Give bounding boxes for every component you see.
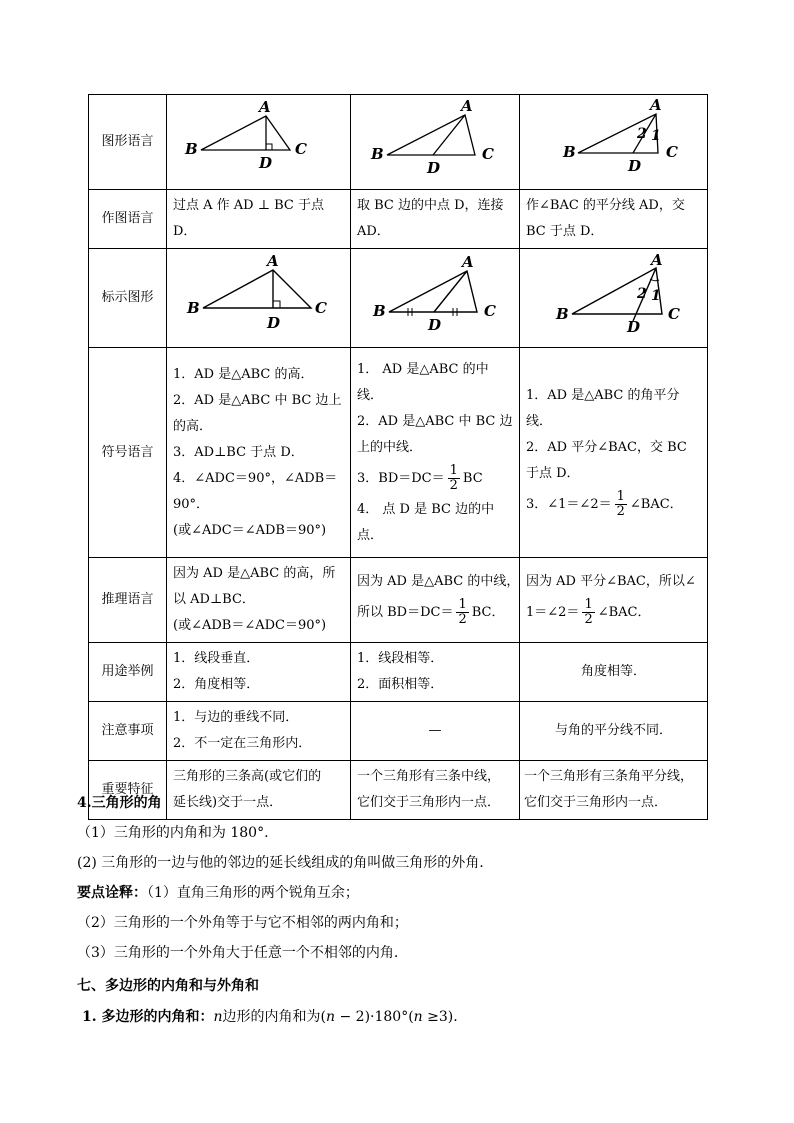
label-C: C — [295, 140, 307, 158]
construction-median: 取 BC 边的中点 D，连接 AD． — [351, 190, 520, 249]
label-B: B — [556, 305, 569, 323]
section7-heading: 七、多边形的内角和与外角和 — [77, 978, 259, 994]
usage-bisector: 角度相等． — [520, 643, 708, 702]
features-altitude: 三角形的三条高(或它们的 延长线)交于一点． — [167, 761, 351, 820]
marked-altitude — [167, 249, 351, 348]
label-D: D — [427, 159, 441, 176]
label-D: D — [628, 157, 642, 175]
label-C: C — [666, 143, 678, 161]
label-C: C — [482, 145, 494, 163]
symbolic-altitude: 1．AD 是△ABC 的高． 2．AD 是△ABC 中 BC 边上 的高． 3．AD⊥BC 于点 D． 4．∠ADC＝90°，∠ADB＝ 90°． (或∠ADC＝∠ADB＝90°) — [167, 348, 351, 558]
label-B: B — [187, 299, 200, 317]
figure-bisector — [520, 95, 708, 190]
label-A: A — [461, 98, 473, 115]
fraction-one-half: $\frac{1}{2}$ — [458, 597, 467, 627]
label-A: A — [259, 98, 271, 116]
label-B: B — [373, 302, 386, 320]
label-B: B — [563, 143, 576, 161]
label-A: A — [650, 98, 662, 114]
figure-altitude — [167, 95, 351, 190]
symbolic-bisector: 1．AD 是△ABC 的角平分 线． 2．AD 平分∠BAC，交 BC 于点 D． 3．∠1＝∠2＝ $\frac{1}{2}$ ∠BAC． — [520, 348, 708, 558]
label-A: A — [462, 253, 474, 271]
row-label-features: 重要特征 — [89, 761, 167, 820]
section4-line1: （1）三角形的内角和为 180°. — [77, 825, 269, 841]
label-A: A — [267, 252, 279, 270]
notes-altitude: 1．与边的垂线不同． 2．不一定在三角形内． — [167, 702, 351, 761]
key-points-label: 要点诠释： — [77, 885, 147, 901]
symbolic-median: 1． AD 是△ABC 的中 线． 2．AD 是△ABC 中 BC 边 上的中线． 3．BD＝DC＝ $\frac{1}{2}$ BC 4． 点 D 是 BC 边的中 点． — [351, 348, 520, 558]
row-label-usage: 用途举例 — [89, 643, 167, 702]
marked-bisector — [520, 249, 708, 348]
label-angle-1: 1 — [651, 128, 661, 144]
row-reasoning — [89, 558, 708, 643]
row-marked-figure — [89, 249, 708, 348]
label-angle-2: 2 — [637, 126, 647, 142]
section7-item1: 1. 多边形的内角和：n边形的内角和为(n − 2)·180°(n ≥3). — [82, 1009, 458, 1025]
row-label-marked-figure: 标示图形 — [89, 249, 167, 348]
median-triangle-diagram — [357, 98, 514, 176]
section4-line4: （2）三角形的一个外角等于与它不相邻的两内角和； — [77, 915, 408, 931]
figure-median — [351, 95, 520, 190]
fraction-one-half: $\frac{1}{2}$ — [616, 488, 625, 519]
reasoning-median: 因为 AD 是△ABC 的中线， 所以 BD＝DC＝ $\frac{1}{2}$ BC． — [351, 558, 520, 643]
row-label-notes: 注意事项 — [89, 702, 167, 761]
section4-heading: 4.三角形的角 — [77, 795, 162, 811]
label-C: C — [668, 305, 680, 323]
row-label-reasoning: 推理语言 — [89, 558, 167, 643]
row-figure — [89, 95, 708, 190]
row-notes — [89, 702, 708, 761]
reasoning-bisector: 因为 AD 平分∠BAC，所以∠ 1＝∠2＝ $\frac{1}{2}$ ∠BAC． — [520, 558, 708, 643]
label-A: A — [651, 252, 663, 269]
label-angle-2: 2 — [637, 286, 647, 302]
fraction-one-half: $\frac{1}{2}$ — [449, 462, 458, 493]
triangle-lines-table — [88, 94, 708, 820]
marked-median — [351, 249, 520, 348]
marked-bisector-diagram — [526, 252, 702, 334]
row-label-figure: 图形语言 — [89, 95, 167, 190]
label-C: C — [315, 299, 327, 317]
features-median: 一个三角形有三条中线， 它们交于三角形内一点． — [351, 761, 520, 820]
label-angle-1: 1 — [651, 288, 661, 304]
row-usage — [89, 643, 708, 702]
altitude-triangle-diagram — [173, 98, 345, 176]
label-D: D — [428, 316, 442, 334]
label-B: B — [185, 140, 198, 158]
usage-median: 1．线段相等． 2．面积相等． — [351, 643, 520, 702]
marked-altitude-diagram — [173, 252, 345, 334]
label-D: D — [627, 318, 641, 334]
construction-altitude: 过点 A 作 AD ⊥ BC 于点 D． — [167, 190, 351, 249]
row-symbolic — [89, 348, 708, 558]
marked-median-diagram — [357, 252, 514, 334]
row-construction — [89, 190, 708, 249]
label-D: D — [259, 154, 273, 172]
construction-bisector: 作∠BAC 的平分线 AD，交 BC 于点 D． — [520, 190, 708, 249]
label-C: C — [484, 302, 496, 320]
row-features — [89, 761, 708, 820]
label-D: D — [267, 314, 281, 332]
row-label-construction: 作图语言 — [89, 190, 167, 249]
label-B: B — [371, 145, 384, 163]
usage-altitude: 1．线段垂直． 2．角度相等． — [167, 643, 351, 702]
reasoning-altitude: 因为 AD 是△ABC 的高，所 以 AD⊥BC． (或∠ADB＝∠ADC＝90°) — [167, 558, 351, 643]
fraction-one-half: $\frac{1}{2}$ — [584, 597, 593, 627]
notes-median: — — [351, 702, 520, 761]
section4-line5: （3）三角形的一个外角大于任意一个不相邻的内角. — [77, 945, 399, 961]
section4-key-points: 要点诠释：（1）直角三角形的两个锐角互余； — [77, 885, 359, 901]
notes-bisector: 与角的平分线不同． — [520, 702, 708, 761]
section4-line2: (2) 三角形的一边与他的邻边的延长线组成的角叫做三角形的外角. — [77, 855, 484, 871]
features-bisector: 一个三角形有三条角平分线， 它们交于三角形内一点． — [520, 761, 708, 820]
row-label-symbolic: 符号语言 — [89, 348, 167, 558]
bisector-triangle-diagram — [526, 98, 702, 176]
